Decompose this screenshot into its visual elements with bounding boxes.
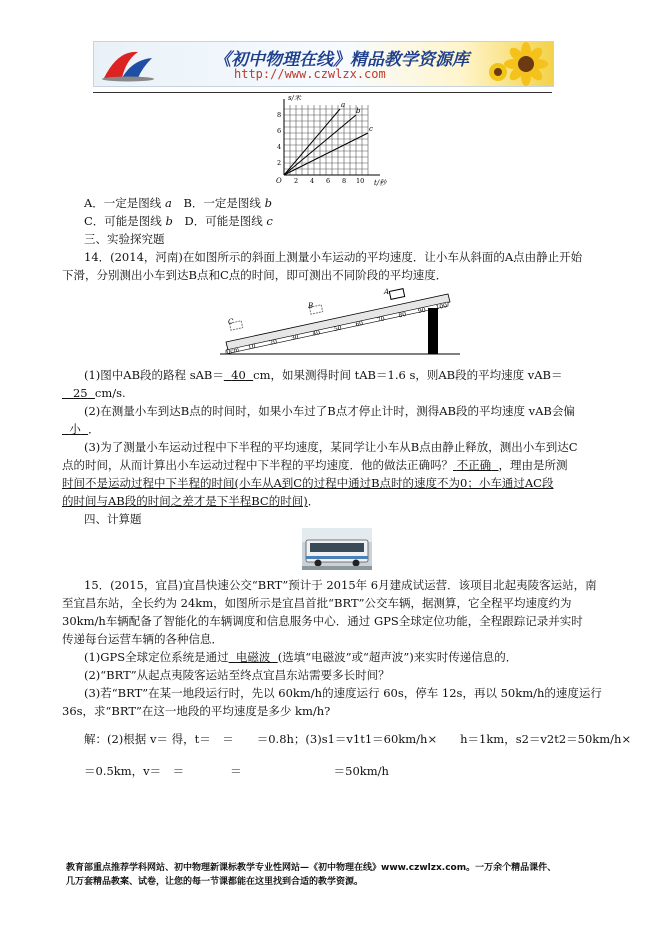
q14-p2-text-b: ． — [88, 422, 100, 436]
q14-p2-answer — [62, 422, 88, 436]
q14-p1-answer-1-value: 40 — [231, 368, 246, 382]
scale-tick: 90 — [417, 306, 427, 316]
scale-tick: 60 — [354, 319, 364, 329]
x-tick: 10 — [356, 177, 365, 185]
y-tick: 8 — [277, 111, 282, 119]
section-3-heading: 三、实验探究题 — [84, 232, 165, 246]
option-c-value: b — [165, 214, 173, 228]
scale-tick: 40 — [311, 329, 321, 338]
q14-part2-cont — [62, 420, 100, 438]
q14-p3-answer-1 — [453, 458, 498, 472]
q14-p1-answer-2 — [62, 386, 95, 400]
q15-solution-1: 解：(2)根据 v＝ 得，t＝ ＝ ＝0.8h；(3)s1＝v1t1＝60km/h× h＝1km，s2＝v2t2＝50km/h× — [84, 732, 632, 746]
q15-line3: 30km/h车辆配备了智能化的车辆调度和信息服务中心．通过 GPS全球定位功能，全程跟踪记录并实时 — [62, 614, 583, 628]
incline-figure — [220, 284, 460, 356]
banner-title: 《初中物理在线》精品教学资源库 — [214, 50, 469, 70]
q15-solution-2: ＝0.5km，v＝ ＝ ＝ ＝50km/h — [84, 764, 389, 778]
y-tick: 6 — [277, 127, 282, 135]
y-axis-label: s/米 — [288, 95, 301, 102]
option-a-value: a — [164, 196, 172, 210]
option-d: D．可能是图线 — [184, 214, 263, 228]
header-rule — [93, 92, 552, 93]
scale-tick: 0cm — [225, 346, 240, 356]
q15-p1-text-a: (1)GPS全球定位系统是通过 — [84, 650, 229, 664]
q15-line4: 传递每台运营车辆的各种信息． — [62, 632, 223, 646]
x-axis-label: t/秒 — [374, 179, 387, 187]
q14-part1 — [84, 366, 563, 384]
x-tick: 8 — [342, 177, 347, 185]
q15-part3: (3)若“BRT”在某一地段运行时，先以 60km/h的速度运行 60s，停车 12s，再以 50km/h的速度运行 — [84, 686, 602, 700]
q14-p3-answer-1-value: 不正确 — [456, 458, 492, 472]
q15-part1 — [84, 648, 517, 666]
q15-p1-text-b: (选填“电磁波”或“超声波”)来实时传递信息的． — [277, 650, 518, 664]
sunflower-icon — [486, 42, 552, 86]
site-logo-icon — [98, 46, 158, 82]
footer-line-1: 教育部重点推荐学科网站、初中物理新课标教学专业性网站—《初中物理在线》www.czwlzx.com。一万余个精品课件、 — [66, 863, 557, 873]
scale-tick: 20 — [268, 338, 278, 347]
scale-tick: 50 — [333, 324, 343, 333]
option-d-value: c — [266, 214, 273, 228]
q14-p1-answer-2-value: 25 — [72, 386, 88, 400]
q14-part3-reason-1: 时间不是运动过程中下半程的时间(小车从A到C的过程中通过B点时的速度不为0；小车通过AC段 — [62, 476, 554, 490]
line-c-label: c — [369, 125, 373, 133]
scale-tick: 70 — [376, 315, 386, 324]
q14-line1: 14．(2014，河南)在如图所示的斜面上测量小车运动的平均速度．让小车从斜面的A点由静止开始 — [84, 250, 583, 264]
footer-line-2: 几万套精品教案、试卷，让您的每一节课都能在这里找到合适的教学资源。 — [66, 877, 364, 887]
q15-line1: 15．(2015，宜昌)宜昌快速公交“BRT”预计于 2015年 6月建成试运营．该项目北起夷陵客运站，南 — [84, 578, 597, 592]
x-tick: 6 — [326, 177, 331, 185]
q14-p1-text-c: cm/s. — [94, 386, 126, 400]
line-a-label: a — [341, 101, 346, 109]
q15-p1-answer-value: 电磁波 — [235, 650, 271, 664]
q14-p2-answer-value: 小 — [69, 422, 81, 436]
point-c-label: C — [228, 318, 234, 326]
support-block — [428, 308, 438, 354]
point-a-label: A — [384, 288, 390, 296]
y-tick: 4 — [277, 143, 282, 151]
scale-tick: 80 — [397, 310, 407, 320]
q14-p3-reason-text: 的时间与AB段的时间之差才是下半程BC的时间) — [62, 494, 308, 508]
x-tick: 2 — [294, 177, 299, 185]
q14-p1-answer-1 — [224, 368, 253, 382]
option-c: C．可能是图线 — [84, 214, 162, 228]
banner-url: http://www.czwlzx.com — [234, 67, 386, 81]
q14-p1-text-a: (1)图中AB段的路程 sAB＝ — [84, 368, 224, 382]
scale-tick: 100 — [435, 302, 448, 312]
q15-p1-answer — [229, 650, 278, 664]
s-t-graph — [268, 95, 398, 190]
section-4-heading: 四、计算题 — [84, 512, 142, 526]
q15-part2: (2)“BRT”从起点夷陵客运站至终点宜昌东站需要多长时间？ — [84, 668, 390, 682]
option-b-value: b — [264, 196, 272, 210]
y-tick: 2 — [277, 159, 282, 167]
scale-tick: 10 — [247, 342, 257, 352]
scale-tick: 30 — [290, 333, 300, 343]
ramp-board — [226, 294, 450, 350]
q15-part3-cont: 36s，求“BRT”在这一地段的平均速度是多少 km/h? — [62, 704, 331, 718]
q14-p3-end: ． — [307, 494, 320, 508]
origin-label: O — [276, 177, 282, 185]
q14-part2: (2)在测量小车到达B点的时间时，如果小车过了B点才停止计时，测得AB段的平均速度 vAB会偏 — [84, 404, 575, 418]
q14-p3-text-b: 点的时间，从而计算出小车运动过程中下半程的平均速度．他的做法正确吗？ — [62, 458, 453, 472]
q14-p3-text-c: ，理由是所测 — [498, 458, 568, 472]
option-b: B．一定是图线 — [183, 196, 261, 210]
q15-line2: 至宜昌东站，全长约为 24km，如图所示是宜昌首批“BRT”公交车辆，据测算，它全程平均速度约为 — [62, 596, 572, 610]
brt-bus-photo — [302, 528, 372, 570]
line-a — [284, 109, 340, 175]
q14-part3-cont — [62, 456, 567, 474]
q14-p1-text-b: cm，如果测得时间 tAB＝1.6 s，则AB段的平均速度 vAB＝ — [253, 368, 563, 382]
q14-part1-cont — [62, 384, 126, 402]
q14-line2: 下滑，分别测出小车到达B点和C点的时间，即可测出不同阶段的平均速度． — [62, 268, 448, 282]
point-b-label: B — [308, 302, 314, 310]
q14-part3-reason-2 — [62, 492, 319, 510]
q14-part3: (3)为了测量小车运动过程中下半程的平均速度，某同学让小车从B点由静止释放，测出小车到达C — [84, 440, 578, 454]
q13-options-ab — [84, 194, 272, 212]
line-b-label: b — [356, 107, 361, 115]
cart-a — [389, 289, 404, 300]
x-tick: 4 — [310, 177, 315, 185]
q13-options-cd — [84, 212, 273, 230]
header-banner — [93, 41, 554, 87]
option-a: A．一定是图线 — [84, 196, 162, 210]
